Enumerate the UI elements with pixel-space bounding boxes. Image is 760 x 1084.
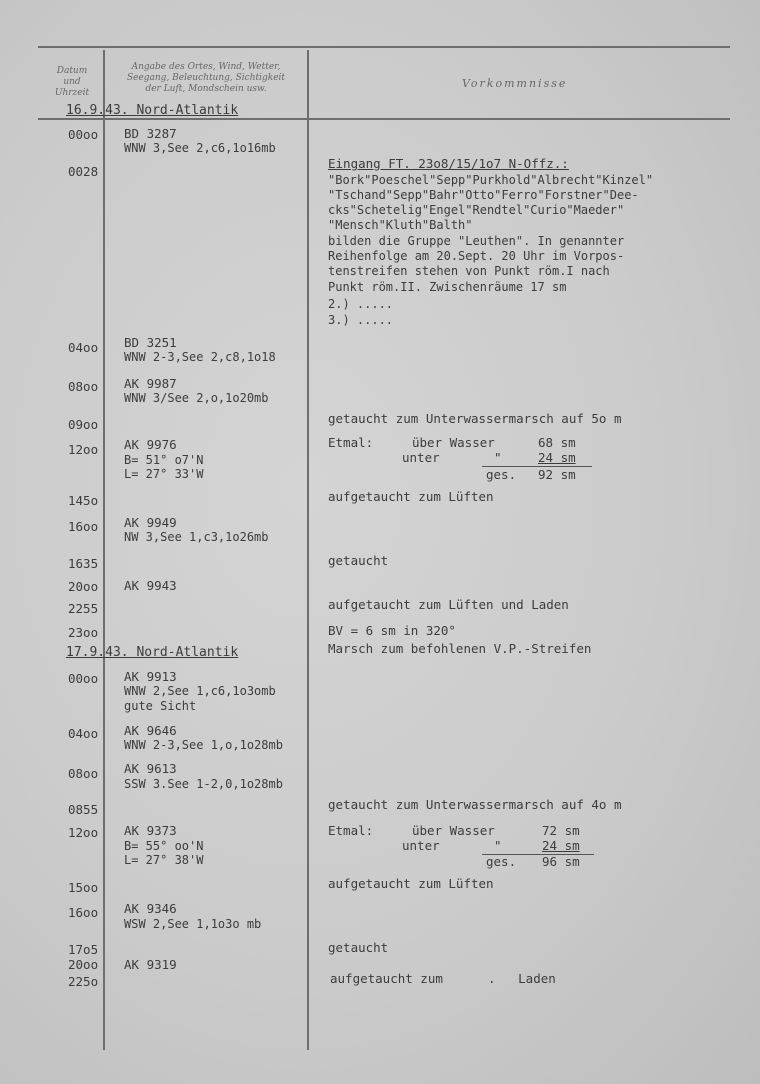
time-1600-b: 16oo — [68, 905, 99, 920]
time-1200-a: 12oo — [68, 442, 99, 457]
weather-1600-a: NW 3,See 1,c3,1o26mb — [124, 530, 269, 544]
top-rule — [38, 46, 730, 48]
position-0000-a: BD 3287 — [124, 126, 177, 141]
position-1600-b: AK 9346 — [124, 901, 177, 916]
weather-0800-b: SSW 3.See 1-2,0,1o28mb — [124, 777, 283, 791]
time-0028: 0028 — [68, 164, 99, 179]
event-1635: getaucht — [328, 553, 389, 568]
weather-0400-a: WNW 2-3,See 2,c8,1o18 — [124, 350, 276, 364]
weather-1600-b: WSW 2,See 1,1o3o mb — [124, 917, 262, 931]
etmal1-total-value: 92 sm — [538, 467, 576, 482]
header-col-date — [46, 66, 98, 99]
signal-heading: Eingang FT. 23o8/15/1o7 N-Offz.: — [328, 156, 569, 171]
etmal2-total-label: ges. — [486, 854, 517, 869]
event-0900: getaucht zum Unterwassermarsch auf 5o m — [328, 411, 622, 426]
time-1635: 1635 — [68, 556, 99, 571]
time-1450: 145o — [68, 493, 99, 508]
event-2250: aufgetaucht zum . Laden — [330, 971, 556, 986]
signal-line-9: 2.) ..... — [328, 297, 394, 311]
etmal2-label: Etmal: — [328, 823, 374, 838]
time-0800-a: 08oo — [68, 379, 99, 394]
signal-line-3: cks"Schetelig"Engel"Rendtel"Curio"Maeder" — [328, 203, 625, 217]
etmal1-over-label: über Wasser — [412, 435, 495, 450]
etmal1-under-value: 24 sm — [538, 450, 576, 465]
header-rule — [38, 118, 730, 120]
signal-line-4: "Mensch"Kluth"Balth" — [328, 218, 473, 232]
event-1500: aufgetaucht zum Lüften — [328, 876, 494, 891]
etmal2-total-value: 96 sm — [542, 854, 580, 869]
time-2250: 225o — [68, 974, 99, 989]
time-0800-b: 08oo — [68, 766, 99, 781]
day2-heading: 17.9.43. Nord-Atlantik — [66, 645, 239, 660]
signal-line-10: 3.) ..... — [328, 313, 394, 327]
position-2000-a: AK 9943 — [124, 578, 177, 593]
etmal2-under-value: 24 sm — [542, 838, 580, 853]
etmal1-over-value: 68 sm — [538, 435, 576, 450]
events-column-divider — [307, 50, 309, 1050]
latitude-1200-a: B= 51° o7'N — [124, 453, 204, 467]
position-2000-b: AK 9319 — [124, 957, 177, 972]
signal-line-7: tenstreifen stehen von Punkt röm.I nach — [328, 264, 610, 278]
etmal1-under-mark: " — [494, 450, 502, 465]
latitude-1200-b: B= 55° oo'N — [124, 839, 204, 853]
header-col-location-line2: Seegang, Beleuchtung, Sichtigkeit — [126, 73, 286, 83]
header-col-location-line3: der Luft, Mondschein usw. — [145, 84, 267, 94]
time-1705: 17o5 — [68, 942, 99, 957]
etmal2-over-label: über Wasser — [412, 823, 495, 838]
position-1200-a: AK 9976 — [124, 437, 177, 452]
header-col-events: Vorkommnisse — [462, 77, 568, 90]
etmal1-label: Etmal: — [328, 435, 374, 450]
weather-0400-b: WNW 2-3,See 1,o,1o28mb — [124, 738, 283, 752]
etmal2-under-label: unter — [402, 838, 440, 853]
time-1200-b: 12oo — [68, 825, 99, 840]
time-0900: 09oo — [68, 417, 99, 432]
time-2300: 23oo — [68, 625, 99, 640]
day1-heading: 16.9.43. Nord-Atlantik — [66, 103, 239, 118]
time-2000-b: 20oo — [68, 957, 99, 972]
signal-line-5: bilden die Gruppe "Leuthen". In genannter — [328, 234, 625, 248]
weather-0000-b: WNW 2,See 1,c6,1o3omb — [124, 684, 276, 698]
header-col-location — [108, 62, 304, 95]
time-column-divider — [103, 50, 105, 1050]
signal-line-8: Punkt röm.II. Zwischenräume 17 sm — [328, 280, 567, 294]
position-0800-b: AK 9613 — [124, 761, 177, 776]
position-0400-b: AK 9646 — [124, 723, 177, 738]
time-0400-b: 04oo — [68, 726, 99, 741]
position-0800-a: AK 9987 — [124, 376, 177, 391]
position-1200-b: AK 9373 — [124, 823, 177, 838]
visibility-0000-b: gute Sicht — [124, 699, 197, 713]
position-0400-a: BD 3251 — [124, 335, 177, 350]
event-2255: aufgetaucht zum Lüften und Laden — [328, 597, 569, 612]
time-0855: 0855 — [68, 802, 99, 817]
header-col-date-line1: Datum — [56, 66, 88, 76]
header-col-date-line2: und — [63, 77, 81, 87]
time-0400-a: 04oo — [68, 340, 99, 355]
time-0000-b: 00oo — [68, 671, 99, 686]
time-1500: 15oo — [68, 880, 99, 895]
longitude-1200-b: L= 27° 38'W — [124, 853, 204, 867]
time-1600-a: 16oo — [68, 519, 99, 534]
position-0000-b: AK 9913 — [124, 669, 177, 684]
weather-0800-a: WNW 3/See 2,o,1o20mb — [124, 391, 269, 405]
event-march-order: Marsch zum befohlenen V.P.-Streifen — [328, 641, 592, 656]
header-col-date-line3: Uhrzeit — [54, 88, 90, 98]
etmal2-under-mark: " — [494, 838, 502, 853]
event-2300: BV = 6 sm in 320° — [328, 623, 456, 638]
time-2000-a: 20oo — [68, 579, 99, 594]
etmal2-over-value: 72 sm — [542, 823, 580, 838]
position-1600-a: AK 9949 — [124, 515, 177, 530]
etmal1-total-label: ges. — [486, 467, 517, 482]
time-0000-a: 00oo — [68, 127, 99, 142]
etmal1-under-label: unter — [402, 450, 440, 465]
signal-line-6: Reihenfolge am 20.Sept. 20 Uhr im Vorpos- — [328, 249, 625, 263]
time-2255: 2255 — [68, 601, 99, 616]
header-col-location-line1: Angabe des Ortes, Wind, Wetter, — [131, 62, 281, 72]
event-1450: aufgetaucht zum Lüften — [328, 489, 494, 504]
signal-line-2: "Tschand"Sepp"Bahr"Otto"Ferro"Forstner"Dee- — [328, 188, 639, 202]
event-1705: getaucht — [328, 940, 389, 955]
weather-0000-a: WNW 3,See 2,c6,1o16mb — [124, 141, 276, 155]
longitude-1200-a: L= 27° 33'W — [124, 467, 204, 481]
signal-line-1: "Bork"Poeschel"Sepp"Purkhold"Albrecht"Kinzel" — [328, 173, 654, 187]
event-0855: getaucht zum Unterwassermarsch auf 4o m — [328, 797, 622, 812]
